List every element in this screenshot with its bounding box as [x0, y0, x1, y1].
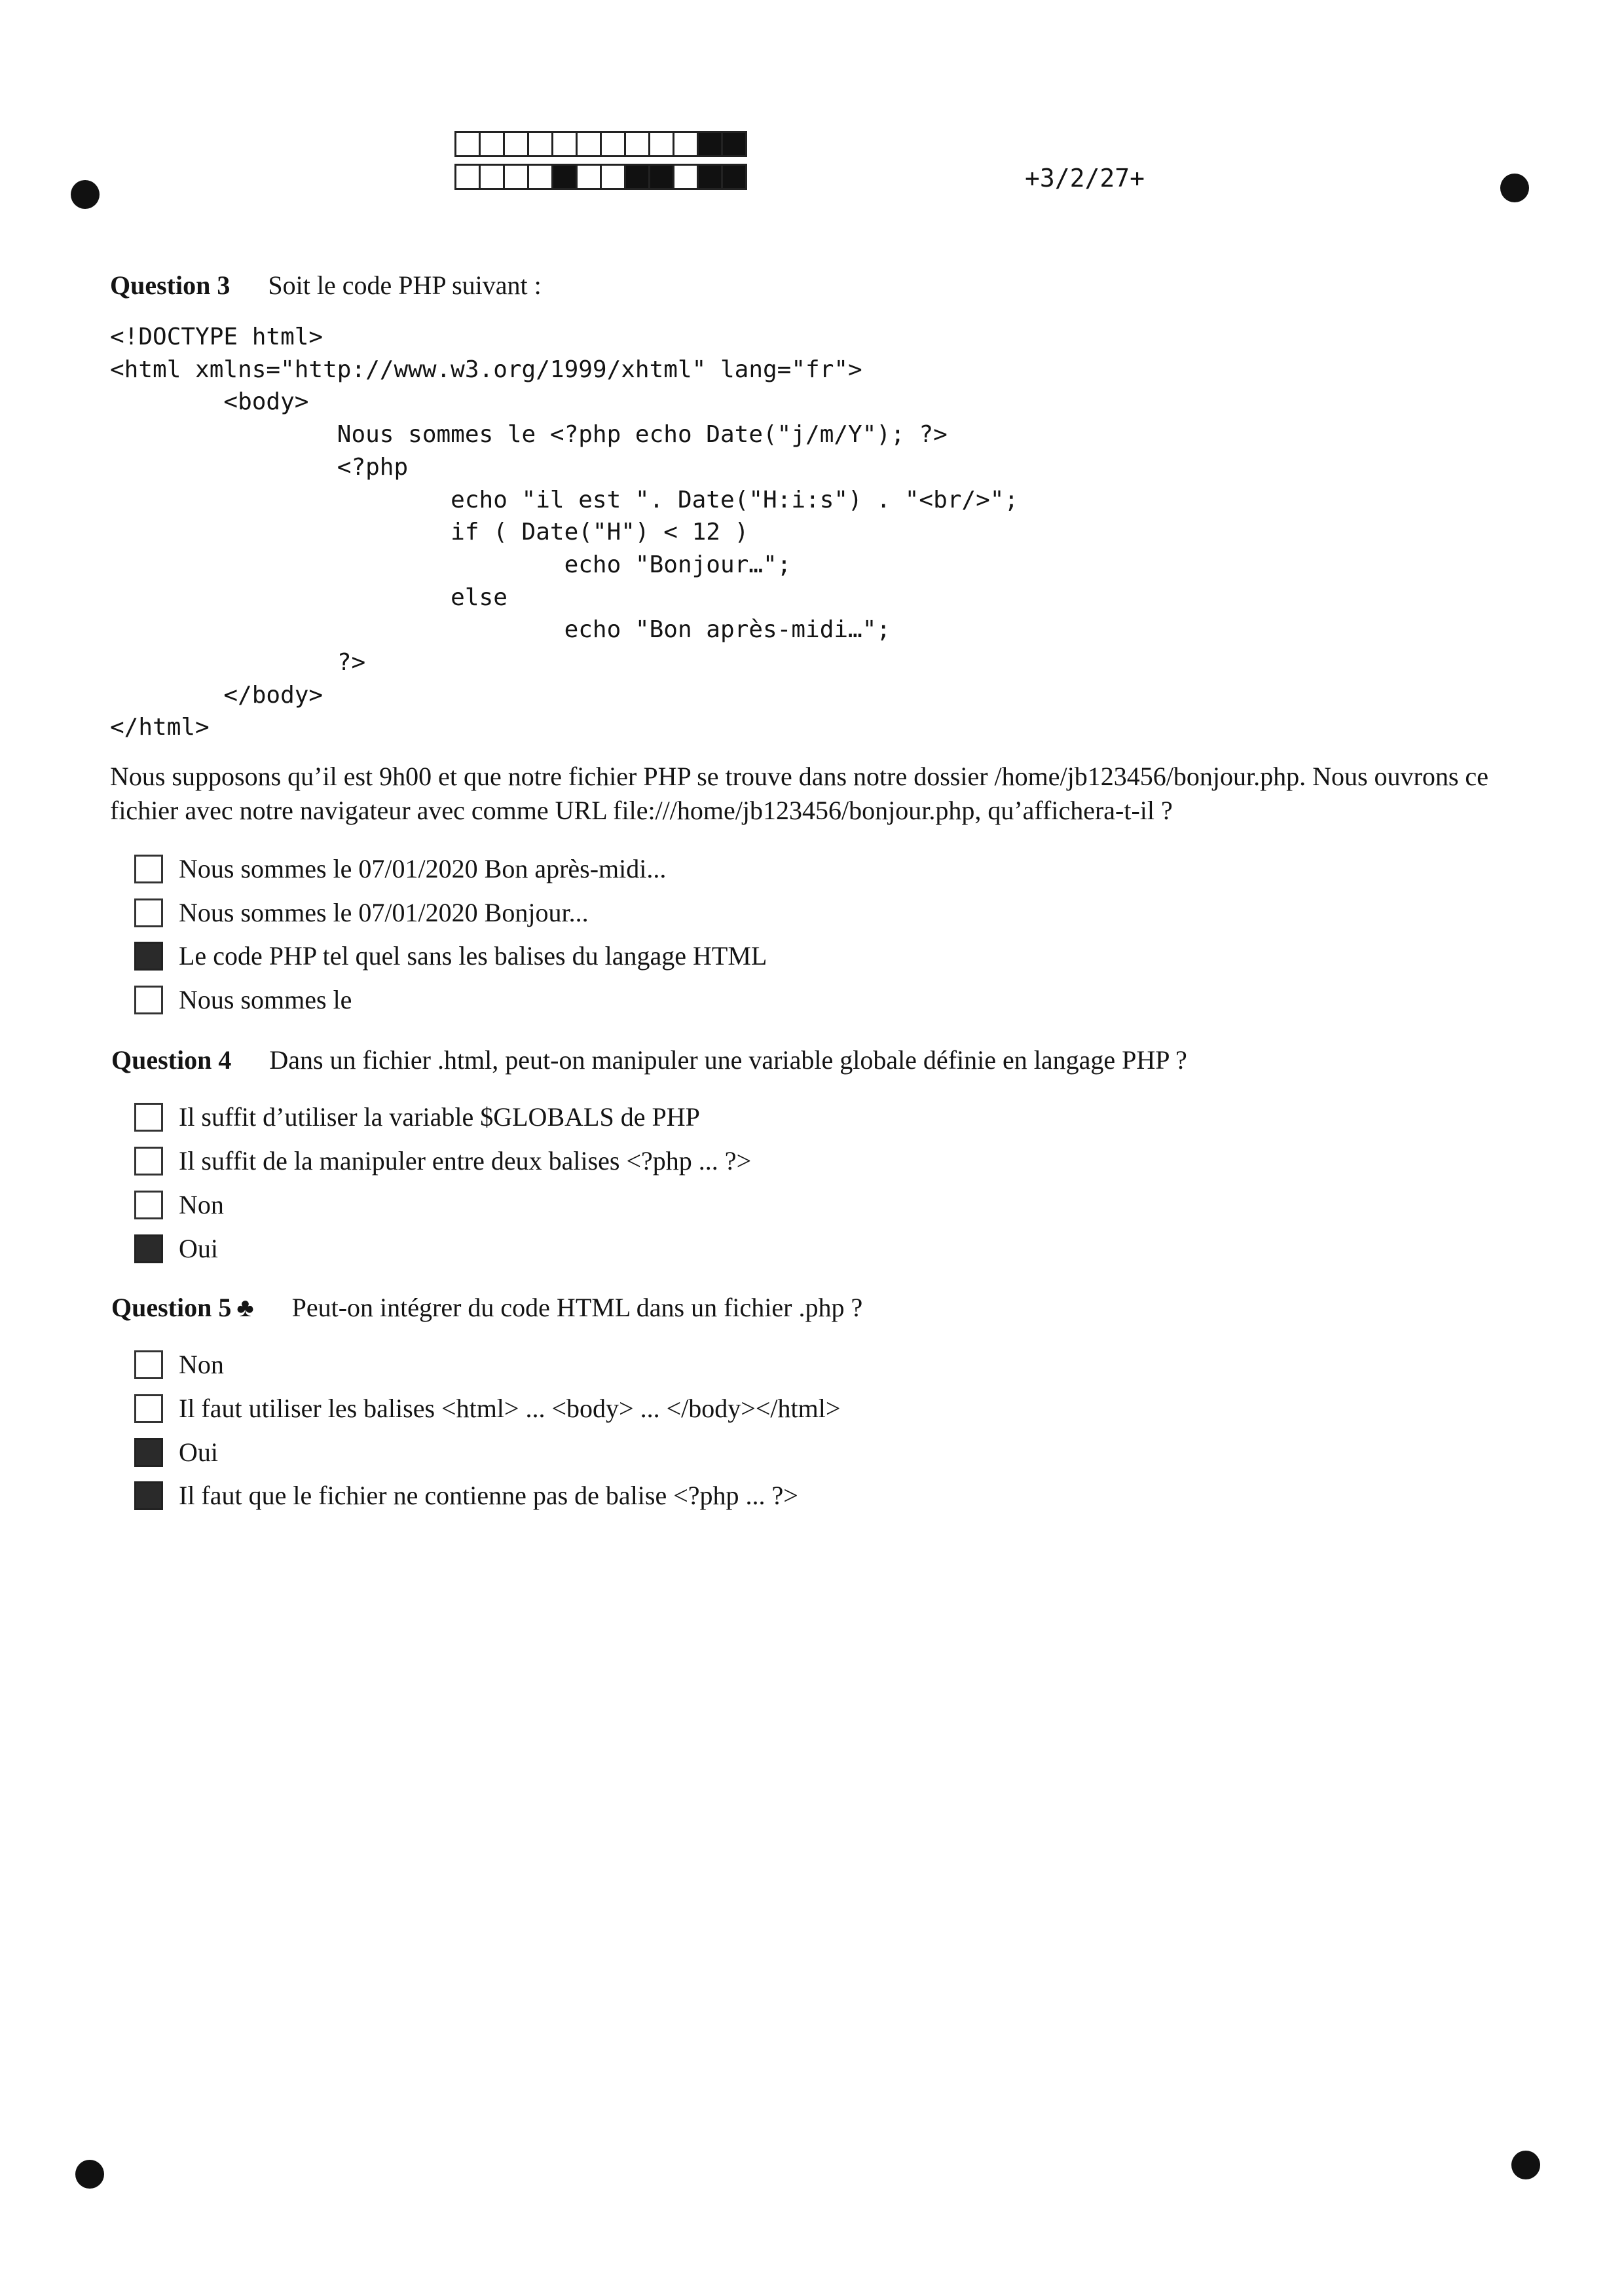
answer-label: Il faut utiliser les balises <html> ... <body> ... </body></html>: [179, 1394, 841, 1423]
question-4-title: Dans un fichier .html, peut-on manipuler une variable globale définie en langage PHP ?: [269, 1045, 1187, 1075]
q4-answer-3[interactable]: [134, 1189, 224, 1220]
barcode-cell: [454, 131, 481, 157]
barcode-cell: [479, 164, 505, 190]
checkbox[interactable]: [134, 1191, 163, 1219]
answer-label: Il suffit de la manipuler entre deux balises <?php ... ?>: [179, 1146, 752, 1176]
page-id: +3/2/27+: [1025, 164, 1145, 193]
checkbox[interactable]: [134, 898, 163, 927]
barcode-cell: [648, 164, 674, 190]
barcode-cell: [576, 164, 602, 190]
question-4-header: [111, 1045, 1187, 1075]
barcode-row-1: [454, 131, 745, 157]
barcode-row-2: [454, 164, 745, 190]
question-4-label: Question 4: [111, 1045, 232, 1075]
q5-answer-1[interactable]: [134, 1349, 224, 1380]
barcode-cell: [673, 131, 699, 157]
club-icon: ♣: [236, 1293, 254, 1322]
corner-mark-bottom-left: [75, 2160, 104, 2189]
q3-answer-2[interactable]: [134, 897, 589, 928]
q3-answer-4[interactable]: [134, 984, 352, 1015]
barcode-cell: [576, 131, 602, 157]
barcode-cell: [503, 164, 529, 190]
answer-label: Nous sommes le: [179, 985, 352, 1014]
barcode-cell: [648, 131, 674, 157]
q3-answer-1[interactable]: [134, 853, 666, 884]
question-3-header: [110, 270, 542, 301]
checkbox[interactable]: [134, 1438, 163, 1467]
question-3-paragraph: Nous supposons qu’il est 9h00 et que notre fichier PHP se trouve dans notre dossier /home/jb123456/bonjour.php. Nous ouvrons ce fichier avec notre navigateur avec comme URL file:///home/jb123456/bonjour.php, qu’affichera-t-il ?: [110, 762, 1488, 825]
question-3-label: Question 3: [110, 270, 231, 300]
barcode-cell: [551, 164, 578, 190]
checkbox[interactable]: [134, 1103, 163, 1132]
corner-mark-top-left: [71, 180, 100, 209]
checkbox[interactable]: [134, 1350, 163, 1379]
corner-mark-bottom-right: [1511, 2151, 1540, 2179]
checkbox[interactable]: [134, 986, 163, 1014]
answer-label: Le code PHP tel quel sans les balises du langage HTML: [179, 941, 767, 971]
php-code-block: <!DOCTYPE html> <html xmlns="http://www.w3.org/1999/xhtml" lang="fr"> <body> Nous sommes le <?php echo Date("j/m/Y"); ?> <?php echo "il est ". Date("H:i:s") . "<br/>"; if ( Date("H") < 12 ) echo "Bonjour…"; else echo "Bon après-midi…"; ?> </body> </html>: [110, 324, 1019, 741]
answer-label: Oui: [179, 1234, 218, 1263]
barcode-cell: [479, 131, 505, 157]
checkbox[interactable]: [134, 1234, 163, 1263]
barcode-cell: [624, 131, 650, 157]
answer-label: Il suffit d’utiliser la variable $GLOBALS de PHP: [179, 1102, 700, 1132]
answer-label: Non: [179, 1190, 224, 1219]
question-3-title: Soit le code PHP suivant :: [268, 270, 542, 300]
barcode-cell: [721, 164, 747, 190]
answer-label: Nous sommes le 07/01/2020 Bonjour...: [179, 898, 589, 927]
corner-mark-top-right: [1500, 174, 1529, 202]
q4-answer-1[interactable]: [134, 1102, 700, 1132]
barcode-cell: [697, 131, 723, 157]
q5-answer-4[interactable]: [134, 1480, 798, 1511]
checkbox[interactable]: [134, 942, 163, 971]
checkbox[interactable]: [134, 855, 163, 883]
answer-label: Il faut que le fichier ne contienne pas de balise <?php ... ?>: [179, 1481, 798, 1510]
q5-answer-3[interactable]: [134, 1437, 218, 1468]
question-5-title: Peut-on intégrer du code HTML dans un fichier .php ?: [291, 1293, 863, 1322]
barcode-cell: [600, 164, 626, 190]
barcode-cell: [527, 164, 553, 190]
question-5-label: Question 5 ♣: [111, 1293, 254, 1322]
answer-label: Oui: [179, 1437, 218, 1467]
q4-answer-4[interactable]: [134, 1233, 218, 1264]
barcode-cell: [721, 131, 747, 157]
barcode-cell: [454, 164, 481, 190]
barcode-cell: [697, 164, 723, 190]
barcode-cell: [551, 131, 578, 157]
checkbox[interactable]: [134, 1394, 163, 1423]
barcode-cell: [600, 131, 626, 157]
q5-answer-2[interactable]: [134, 1393, 840, 1424]
q3-answer-3[interactable]: [134, 940, 767, 971]
answer-label: Non: [179, 1350, 224, 1379]
checkbox[interactable]: [134, 1147, 163, 1176]
checkbox[interactable]: [134, 1481, 163, 1510]
barcode-cell: [624, 164, 650, 190]
q4-answer-2[interactable]: [134, 1145, 751, 1176]
barcode-cell: [527, 131, 553, 157]
answer-label: Nous sommes le 07/01/2020 Bon après-midi...: [179, 854, 667, 883]
barcode-cell: [503, 131, 529, 157]
barcode-cell: [673, 164, 699, 190]
question-5-header: [111, 1292, 862, 1323]
